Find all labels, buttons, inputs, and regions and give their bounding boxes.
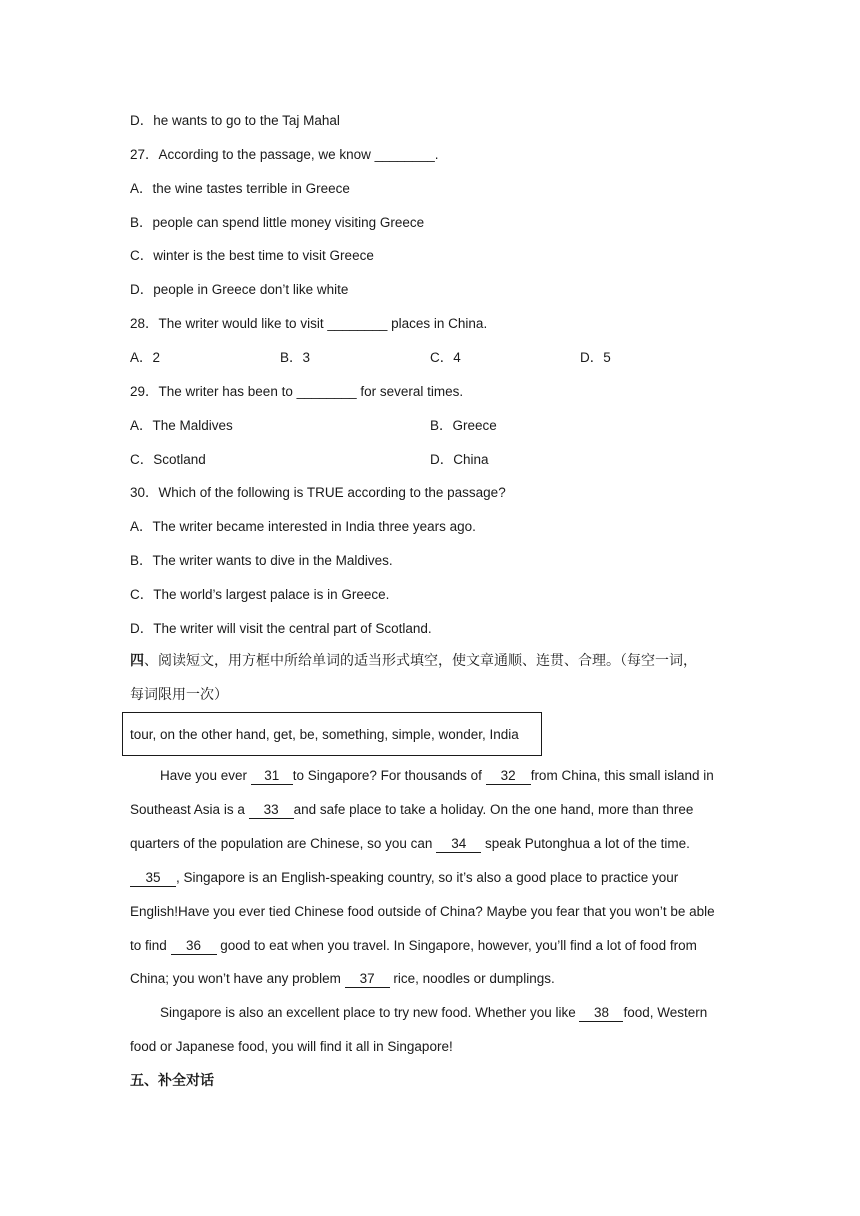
passage-line-1: Have you ever 31 to Singapore? For thousands of 32 from China, this small island in: [160, 768, 714, 783]
q29-option-c: C．Scotland: [130, 452, 206, 467]
blank-37: 37: [345, 971, 390, 988]
section5-heading: 五、补全对话: [130, 1073, 214, 1089]
passage-line-6: to find 36 good to eat when you travel. In Singapore, however, you’ll find a lot of food from: [130, 938, 697, 953]
q30-option-c: C．The world’s largest palace is in Greece.: [130, 587, 390, 602]
q28-option-b: B．3: [280, 350, 311, 365]
blank-31: 31: [251, 768, 293, 785]
section4-heading-cont: 每词限用一次）: [130, 687, 228, 703]
passage-line-9: food or Japanese food, you will find it all in Singapore!: [130, 1039, 453, 1054]
passage-line-3: quarters of the population are Chinese, so you can 34 speak Putonghua a lot of the time.: [130, 836, 690, 851]
section4-instructions: 、阅读短文，用方框中所给单词的适当形式填空，使文章通顺、连贯、合理。（每空一词，: [144, 653, 697, 669]
section4-heading: [130, 651, 697, 671]
q27-stem: 27．According to the passage, we know ________.: [130, 147, 439, 162]
q26-option-d: D．he wants to go to the Taj Mahal: [130, 113, 340, 128]
q27-option-b: B．people can spend little money visiting Greece: [130, 215, 425, 230]
q27-option-a: A．the wine tastes terrible in Greece: [130, 181, 350, 196]
passage-line-2: Southeast Asia is a 33 and safe place to take a holiday. On the one hand, more than three: [130, 802, 694, 817]
q29-stem: 29．The writer has been to ________ for several times.: [130, 384, 464, 399]
q29-option-d: D．China: [430, 452, 489, 467]
passage-line-7: China; you won’t have any problem 37 rice, noodles or dumplings.: [130, 971, 555, 986]
blank-33: 33: [249, 802, 294, 819]
q27-option-c: C．winter is the best time to visit Greece: [130, 248, 374, 263]
q30-option-a: A．The writer became interested in India three years ago.: [130, 519, 476, 534]
q27-option-d: D．people in Greece don’t like white: [130, 282, 349, 297]
passage-line-4: 35 , Singapore is an English-speaking country, so it’s also a good place to practice your: [130, 868, 678, 888]
q28-option-a: A．2: [130, 350, 161, 365]
q28-option-d: D．5: [580, 350, 611, 365]
q30-stem: 30．Which of the following is TRUE according to the passage?: [130, 485, 506, 500]
q28-option-c: C．4: [430, 350, 461, 365]
blank-32: 32: [486, 768, 531, 785]
blank-38: 38: [579, 1005, 623, 1022]
passage-line-5: English!Have you ever tied Chinese food outside of China? Maybe you fear that you won’t be able: [130, 904, 715, 919]
q29-option-a: A．The Maldives: [130, 418, 233, 433]
blank-36: 36: [171, 938, 217, 955]
passage-line-8: Singapore is also an excellent place to try new food. Whether you like 38 food, Western: [160, 1005, 708, 1020]
blank-34: 34: [436, 836, 481, 853]
blank-35: 35: [130, 870, 176, 887]
word-box: tour, on the other hand, get, be, something, simple, wonder, India: [122, 712, 542, 756]
q29-option-b: B．Greece: [430, 418, 497, 433]
section4-number: 四: [130, 653, 144, 669]
q30-option-b: B．The writer wants to dive in the Maldives.: [130, 553, 393, 568]
q30-option-d: D．The writer will visit the central part of Scotland.: [130, 621, 432, 636]
q28-stem: 28．The writer would like to visit ________ places in China.: [130, 316, 488, 331]
